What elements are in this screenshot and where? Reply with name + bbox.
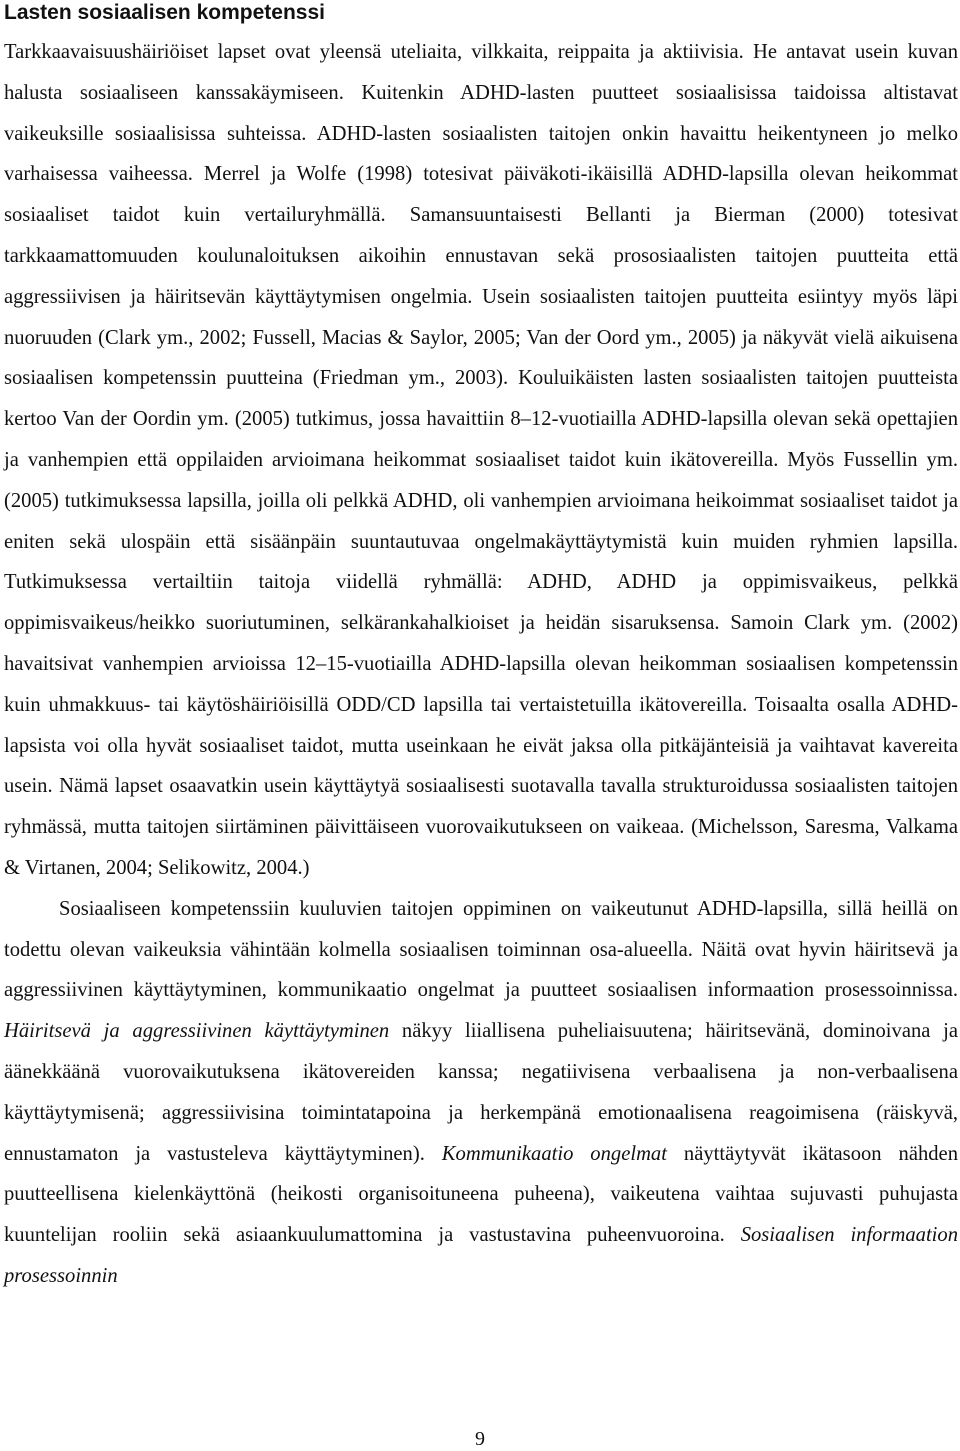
paragraph-1: Tarkkaavaisuushäiriöiset lapset ovat yleensä uteliaita, vilkkaita, reippaita ja aktiivisia. He antavat usein kuvan halusta sosiaaliseen kanssakäymiseen. Kuitenkin ADHD-lasten puutteet sosiaalisissa taidoissa altistavat vaikeuksille sosiaalisissa suhteissa. ADHD-lasten sosiaalisten taitojen onkin havaittu heikentyneen jo melko varhaisessa vaiheessa. Merrel ja Wolfe (1998) totesivat päiväkoti-ikäisillä ADHD-lapsilla olevan heikommat sosiaaliset taidot kuin vertailuryhmällä. Samansuuntaisesti Bellanti ja Bierman (2000) totesivat tarkkaamattomuuden koulunaloituksen aikoihin ennustavan sekä prososiaalisten taitojen puutteita että aggressiivisen ja häiritsevän käyttäytymisen ongelmia. Usein sosiaalisten taitojen puutteita esiintyy myös läpi nuoruuden (Clark ym., 2002; Fussell, Macias & Saylor, 2005; Van der Oord ym., 2005) ja näkyvät vielä aikuisena sosiaalisen kompetenssin puutteina (Friedman ym., 2003). Kouluikäisten lasten sosiaalisten taitojen puutteista kertoo Van der Oordin ym. (2005) tutkimus, jossa havaittiin 8–12-vuotiailla ADHD-lapsilla olevan sekä opettajien ja vanhempien että oppilaiden arvioimana heikommat sosiaaliset taidot kuin ikätovereilla. Myös Fussellin ym. (2005) tutkimuksessa lapsilla, joilla oli pelkkä ADHD, oli vanhempien arvioimana heikoimmat sosiaaliset taidot ja eniten sekä ulospäin että sisäänpäin suuntautuvaa ongelmakäyttäytymistä kuin muiden ryhmien lapsilla. Tutkimuksessa vertailtiin taitoja viidellä ryhmällä: ADHD, ADHD ja oppimisvaikeus, pelkkä oppimisvaikeus/heikko suoriutuminen, selkärankahalkioiset ja heidän sisaruksensa. Samoin Clark ym. (2002) havaitsivat vanhempien arvioissa 12–15-vuotiailla ADHD-lapsilla olevan heikomman sosiaalisen kompetenssin kuin uhmakkuus- tai käytöshäiriöisillä ODD/CD lapsilla tai vertaistetuilla ikätovereilla. Toisaalta osalla ADHD-lapsista voi olla hyvät sosiaaliset taidot, mutta useinkaan he eivät jaksa olla pitkäjänteisiä ja vaihtavat kavereita usein. Nämä lapset osaavatkin usein käyttäytyä sosiaalisesti suotavalla tavalla strukturoidussa sosiaalisten taitojen ryhmässä, mutta taitojen siirtäminen päivittäiseen vuorovaikutukseen on vaikeaa. (Michelsson, Saresma, Valkama & Virtanen, 2004; Selikowitz, 2004.) — [4, 41, 958, 879]
document-page — [4, 0, 958, 1297]
page-number: 9 — [475, 1428, 485, 1450]
paragraph-2-text-1: Sosiaaliseen kompetenssiin kuuluvien taitojen oppiminen on vaikeutunut ADHD-lapsilla, sillä heillä on todettu olevan vaikeuksia vähintään kolmella sosiaalisen toiminnan osa-alueella. Näitä ovat hyvin häiritsevä ja aggressiivinen käyttäytyminen, kommunikaatio ongelmat ja puutteet sosiaalisen informaation prosessoinnissa. — [4, 897, 958, 1002]
paragraph-2 — [4, 889, 958, 1297]
paragraph-2-italic-1: Häiritsevä ja aggressiivinen käyttäytyminen — [4, 1020, 390, 1043]
paragraph-2-text-2: näkyy liiallisena puheliaisuutena; häiritsevänä, dominoivana ja äänekkäänä vuorovaikutuksena ikätovereiden kanssa; negatiivisena verbaalisena ja non-verbaalisena käyttäytymisenä; aggressiivisina toimintatapoina ja herkempänä emotionaalisena reagoimisena (räiskyvä, ennustamaton ja vastusteleva käyttäytyminen). — [4, 1020, 958, 1165]
paragraph-2-text-3: näyttäytyvät ikätasoon nähden puutteellisena kielenkäyttönä (heikosti organisoituneena puheena), vaikeutena vaihtaa sujuvasti puhujasta kuuntelijan rooliin sekä asiaankuulumattomina ja vastustavina puheenvuoroina. — [4, 1142, 958, 1247]
paragraph-2-italic-2: Kommunikaatio ongelmat — [441, 1142, 667, 1165]
paragraph-2-italic-3: Sosiaalisen informaation prosessoinnin — [4, 1224, 959, 1287]
section-heading: Lasten sosiaalisen kompetenssi — [4, 1, 325, 24]
